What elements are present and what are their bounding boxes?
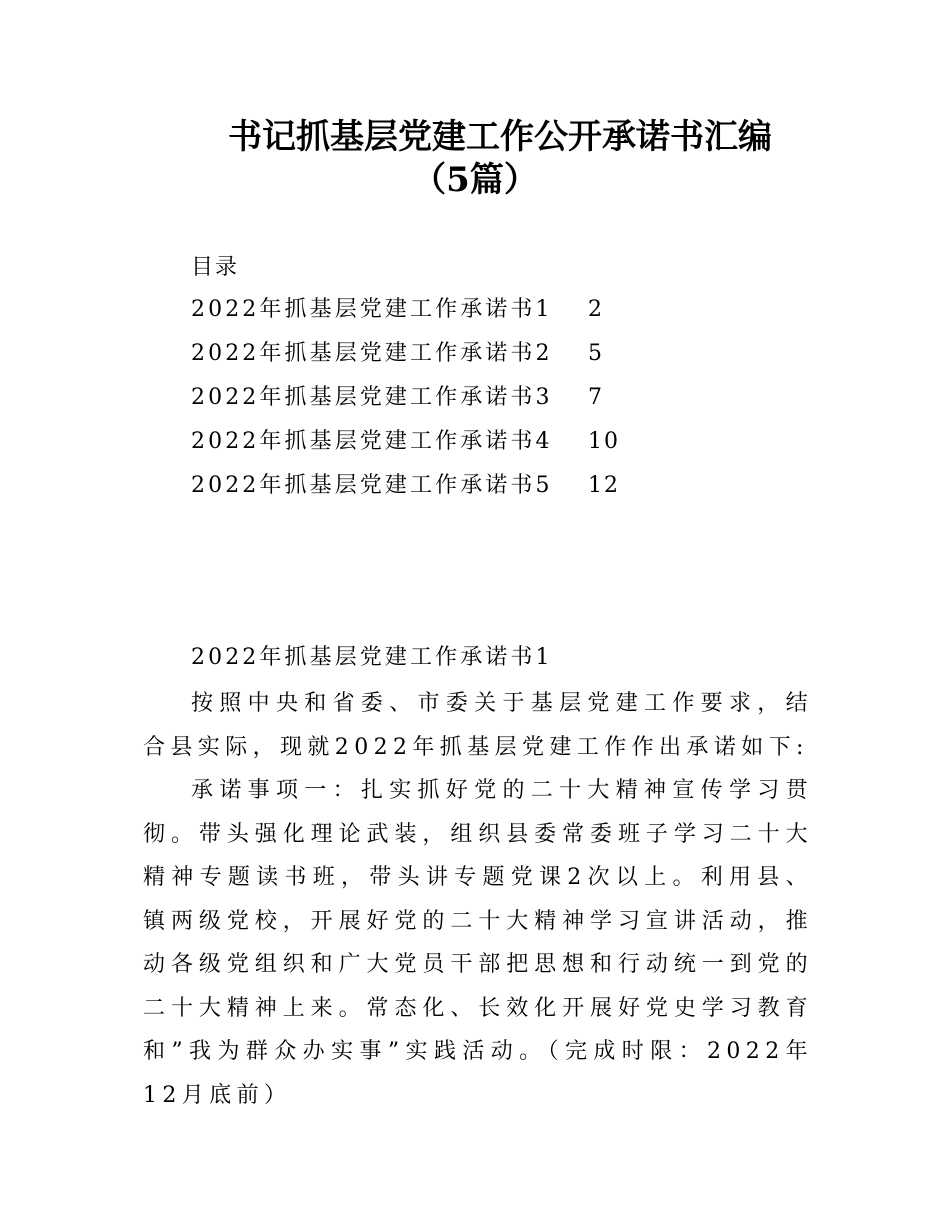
- toc-entry[interactable]: [191, 470, 751, 514]
- toc-entry-label: 2022年抓基层党建工作承诺书1: [191, 297, 553, 322]
- toc-entry[interactable]: [191, 294, 751, 338]
- toc-entry-label: 2022年抓基层党建工作承诺书4: [191, 429, 553, 454]
- body-paragraph: 按照中央和省委、市委关于基层党建工作要求，结合县实际，现就2022年抓基层党建工作作出承诺如下:: [143, 691, 813, 760]
- table-of-contents: [191, 294, 751, 514]
- section-title: 2022年抓基层党建工作承诺书1: [191, 645, 553, 670]
- toc-entry-label: 2022年抓基层党建工作承诺书2: [191, 341, 553, 366]
- toc-entry[interactable]: [191, 426, 751, 470]
- toc-entry-page: 10: [588, 429, 620, 454]
- toc-entry-label: 2022年抓基层党建工作承诺书3: [191, 385, 553, 410]
- toc-entry-page: 7: [588, 385, 604, 410]
- toc-entry-page: 5: [588, 341, 604, 366]
- toc-entry[interactable]: [191, 382, 751, 426]
- toc-heading: 目录: [191, 255, 240, 280]
- toc-entry[interactable]: [191, 338, 751, 382]
- toc-entry-label: 2022年抓基层党建工作承诺书5: [191, 473, 553, 498]
- document-title: 书记抓基层党建工作公开承诺书汇编: [228, 117, 772, 157]
- document-subtitle: （5篇）: [412, 160, 538, 200]
- toc-entry-page: 2: [588, 297, 604, 322]
- body-paragraph: 承诺事项一：扎实抓好党的二十大精神宣传学习贯彻。带头强化理论武装，组织县委常委班子学习二十大精神专题读书班，带头讲专题党课2次以上。利用县、镇两级党校，开展好党的二十大精神学习宣讲活动，推动各级党组织和广大党员干部把思想和行动统一到党的二十大精神上来。常态化、长效化开展好党史学习教育和”我为群众办实事”实践活动。（完成时限：2022年12月底前）: [143, 778, 813, 1108]
- toc-entry-page: 12: [588, 473, 620, 498]
